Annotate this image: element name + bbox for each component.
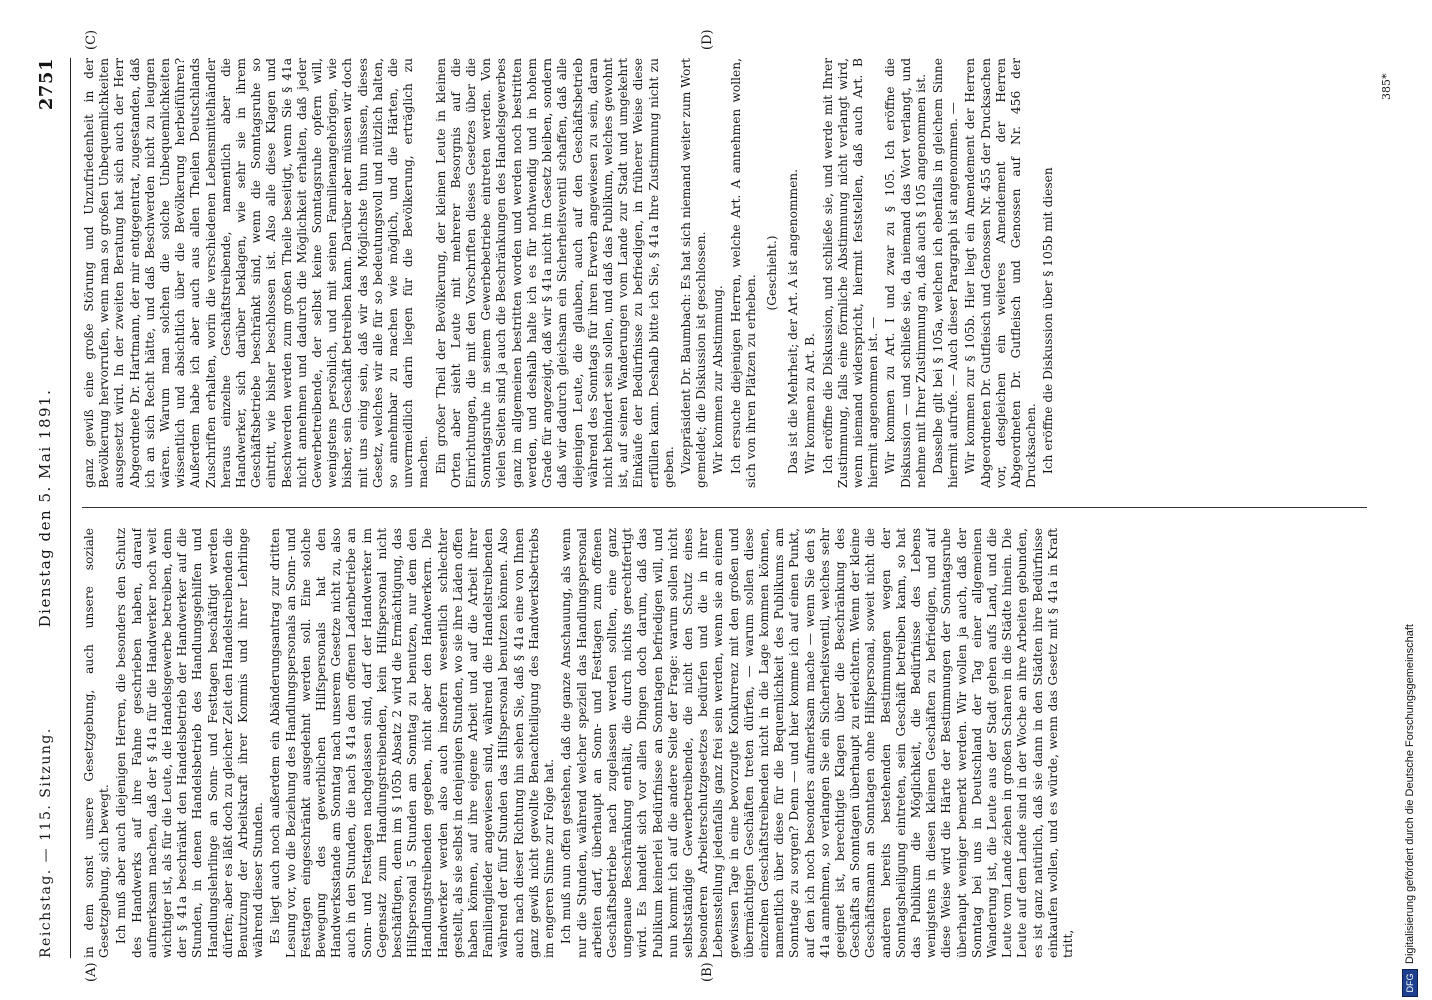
right-paragraph-5: Ich ersuche diejenigen Herren, welche Art. A annehmen wollen, sich von ihren Plätzen zu erheben. [728, 58, 758, 488]
left-text-column [82, 528, 1372, 958]
header-rule [70, 58, 71, 958]
right-paragraph-9: Ich eröffne die Diskussion, und schließe sie, und werde mit Ihrer Zustimmung, falls eine förmliche Abstimmung nicht verlangt wird, wenn niemand widerspricht, hiermit feststellen, daß auch Art. B hiermit angenommen ist. — [820, 58, 881, 488]
header-left-title: Reichstag. — 115. Sitzung. [38, 727, 54, 958]
dfg-logo: DFG [1402, 969, 1418, 997]
left-paragraph-4: Ich muß nun offen gestehen, daß die ganze Anschauung, als wenn nur die Stunden, während welcher speziell das Handlungspersonal arbeiten darf, überhaupt an Sonn- und Festtagen zum offenen Geschäftsbetriebe nach zugelassen werden sollten, eine ganz ungenaue Beschränkung enthält, die durch nichts gerechtfertigt wird. Es handelt sich vor allen Dingen doch darum, daß das Publikum keinerlei Bedürfnisse an Sonntagen befriedigen will, und nun kommt ich auf die andere Seite der Frage: warum sollen nicht selbstständige Gewerbetreibende, die nicht den Schutz eines besonderen Arbeiterschutzgesetzes bedürfen und die in ihrer Lebensstellung jedenfalls ganz frei sein werden, wenn sie an einem gewissen Tage in eine bevorzugte Konkurrenz mit den großen und übermächtigen Geschäften treten dürfen, — warum sollen diese einzelnen Geschäftstreibenden nicht in die Lage kommen können, namentlich über diese für die Bequemlichkeit des Publikums am Sonntage zu sorgen? Denn — und hier komme ich auf einen Punkt, auf den ich noch besonders aufmerksam mache — wenn Sie den § 41a annehmen, so verlangen Sie ein Sicherheitsventil, welches sehr geeignet ist, berechtigte Klagen über die Beschränkung des Geschäfts an Sonntagen überhaupt zu erleichtern. Wenn der kleine Geschäftsmann an Sonntagen ohne Hilfspersonal, soweit nicht die anderen bereits bestehenden Bestimmungen wegen der Sonntagsheiligung eintreten, sein Geschäft betreiben kann, so hat das Publikum die Möglichkeit, die Bedürfnisse des Lebens wenigstens in diesen kleinen Geschäften zu befriedigen, und auf diese Weise wird die Härte der Bestimmungen der Sonntagsruhe überhaupt weniger bemerkt werden. Wir wollen ja auch, daß der Sonntag bei uns in Deutschland der Tag einer allgemeinen Wanderung ist, die Leute aus der Stadt gehen aufs Land, und die Leute vom Lande ziehen in großen Scharen in die Städte hinein. Die Leute auf dem Lande sind in der Woche an ihre Arbeiten gebunden, es ist ganz natürlich, daß sie dann in den Städten ihre Bedürfnisse einkaufen wollen, und es würde, wenn das Gesetz mit § 41a in Kraft tritt, [559, 528, 1075, 958]
left-paragraph-1: in dem sonst unsere Gesetzgebung, auch unsere soziale Gesetzgebung, sich bewegt. [82, 528, 112, 958]
right-paragraph-11: Dasselbe gilt bei § 105a, welchen ich ebenfalls in gleichem Sinne hiermit aufrufe. — Auch dieser Paragraph ist angenommen. — [930, 58, 961, 488]
column-divider [82, 507, 1367, 508]
right-paragraph-2: Ein großer Theil der Bevölkerung, der kleinen Leute in kleinen Orten aber sieht Leute mit mehrerer Besorgnis auf die Einrichtungen, die mit den Vorschriften dieses Gesetzes über die Sonntagsruhe in seinem Gewerbebetriebe eintreten werden. Von vielen Seiten sind ja auch die Beschränkungen des Handelsgewerbes ganz im allgemeinen bestritten worden und werden noch bestritten werden, und deshalb halte ich es für nothwendig und in hohem Grade für angezeigt, daß wir § 41a nicht im Gesetz bleiben, sondern daß wir dadurch gleichsam ein Sicherheitsventil schaffen, daß alle diejenigen Leute, die glauben, auch auf den Geschäftsbetrieb während des Sonntags für ihren Erwerb angewiesen zu sein, daran nicht behindert sein sollen, und daß das Publikum, welches gewohnt ist, auf seinen Wanderungen vom Lande zur Stadt und umgekehrt Einkäufe der Bedürfnisse zu befriedigen, in früherer Weise diese erfüllen kann. Deshalb bitte ich Sie, § 41a Ihre Zustimmung nicht zu geben. [433, 58, 676, 488]
left-paragraph-2: Ich muß aber auch diejenigen Herren, die besonders den Schutz des Handwerks auf ihre Fahne geschrieben haben, darauf aufmerksam machen, daß der § 41a für die Handwerker noch weit wichtiger ist, als für die Leute, die Handelsgewerbe betreiben, denn der § 41a beschränkt den Handelsbetrieb der Handwerker auf die Stunden, in denen Handelsbetrieb des Handlungsgehilfen und Handlungslehrlinge an Sonn- und Festtagen beschäftigt werden dürfen; aber es läßt doch zu gleicher Zeit den Handelstreibenden die Benutzung der Arbeitskraft ihrer Kommis und ihrer Lehrlinge während dieser Stunden. [114, 528, 266, 958]
right-paragraph-10: Wir kommen zu Art. I und zwar zu § 105. Ich eröffne die Diskussion — und schließe sie, da niemand das Wort verlangt, und nehme mit Ihrer Zustimmung an, daß auch § 105 angenommen ist. [883, 58, 928, 488]
right-stage-direction: (Geschieht.) [764, 235, 779, 311]
right-paragraph-3: Vizepräsident Dr. Baumbach: Es hat sich niemand weiter zum Wort gemeldet; die Diskussion ist geschlossen. [678, 58, 709, 488]
page-header [32, 58, 62, 958]
right-text-column [82, 58, 1372, 488]
right-paragraph-12: Wir kommen zur § 105b. Hier liegt ein Amendement der Herren Abgeordneten Dr. Gutfleisch und Genossen Nr. 455 der Drucksachen vor, desgleichen ein weiteres Amendement der Herren Abgeordneten Dr. Gutfleisch und Genossen auf Nr. 456 der Drucksachen. [963, 58, 1039, 488]
margin-mark-b: (B) [700, 962, 715, 982]
page-number: 2751 [36, 58, 57, 111]
signature-mark: 385* [1380, 73, 1393, 100]
right-paragraph-4: Wir kommen zur Abstimmung. [711, 285, 726, 474]
digitization-credit: Digitalisierung gefördert durch die Deutsche Forschungsgemeinschaft [1404, 624, 1416, 964]
right-paragraph-1: ganz gewiß eine große Störung und Unzufriedenheit in der Bevölkerung hervorrufen, wenn man so großen Unbequemlichkeiten ausgesetzt wird. In der zweiten Beratung hat sich auch der Herr Abgeordnete Dr. Hartmann, der mir entgegentrat, zugestanden, daß ich an sich Recht hätte, und daß Beschwerden nicht zu leugnen wären. Warum man solchen die solche Unbequemlichkeiten wissentlich und absichtlich über die Bevölkerung herbeiführen? Außerdem habe ich aber auch aus allen Theilen Deutschlands Zuschriften erhalten, worin die verschiedenen Lebensmittelhändler heraus einzelne Geschäftstreibende, namentlich aber die Handwerker, sich darüber beklagen, wie sehr sie in ihrem Geschäftsbetriebe beschränkt sind, wenn die Sonntagsruhe so eintritt, wie bisher beschlossen ist. Also alle diese Klagen und Beschwerden werden zum großen Theile beseitigt, wenn Sie § 41a nicht annehmen und dadurch die Möglichkeit erhalten, daß jeder Gewerbetreibende, der selbst keine Sonntagsruhe opfern will, wenigstens persönlich, und mit seinen Familienangehörigen, wie bisher, sein Geschäft betreiben kann. Darüber aber müssen wir doch mit uns einig sein, daß wir das Möglichste thun müssen, dieses Gesetz, welches wir alle für so bedeutungsvoll und nützlich halten, so annehmbar zu machen wie möglich, und die Härten, die unvermeidlich darin liegen für die Bevölkerung, erträglich zu machen. [82, 58, 431, 488]
right-paragraph-7: Das ist die Mehrheit; der Art. A ist angenommen. [786, 168, 801, 474]
margin-mark-c: (C) [84, 29, 99, 50]
left-paragraph-3: Es liegt auch noch außerdem ein Abänderungsantrag zur dritten Lesung vor, wo die Beziehung des Handlungspersonals an Sonn- und Festtagen eingeschränkt ausgedehnt werden soll. Eine solche Bewegung des gewerblichen Hilfspersonals hat den Handwerksstande am Sonntag nach unserem Gesetze nicht zu, also auch in den Stunden, die nach § 41a dem offenen Ladenbetriebe an Sonn- und Festtagen nachgelassen sind, darf der Handwerker im Gegensatz zum Handlungstreibenden, kein Hilfspersonal nicht beschäftigen, denn im § 105b Absatz 2 wird die Ermächtigung, das Hilfspersonal 5 Stunden am Sonntag zu benutzen, nur dem den Handlungstreibenden gegeben, nicht aber den Handwerkern. Die Handwerker werden also auch insofern wesentlich schlechter gestellt, als sie selbst in denjenigen Stunden, wo sie ihre Läden offen haben können, auf ihre eigene Arbeit und auf die Arbeit ihrer Familienglieder angewiesen sind, während die Handelstreibenden während der fünf Stunden das Hilfspersonal benutzen können. Also auch nach dieser Richtung hin sehen Sie, daß § 41a eine von Ihnen ganz gewiß nicht gewollte Benachteiligung des Handwerksbetriebs im engeren Sinne zur Folge hat. [268, 528, 557, 958]
digitization-footer [1398, 0, 1426, 1000]
header-date: Dienstag den 5. Mai 1891. [36, 388, 54, 628]
margin-mark-d: (D) [700, 29, 715, 50]
margin-mark-a: (A) [84, 962, 99, 982]
right-paragraph-8: Wir kommen zu Art. B. [803, 333, 818, 474]
right-paragraph-13: Ich eröffne die Diskussion über § 105b mit diesen [1041, 167, 1056, 474]
